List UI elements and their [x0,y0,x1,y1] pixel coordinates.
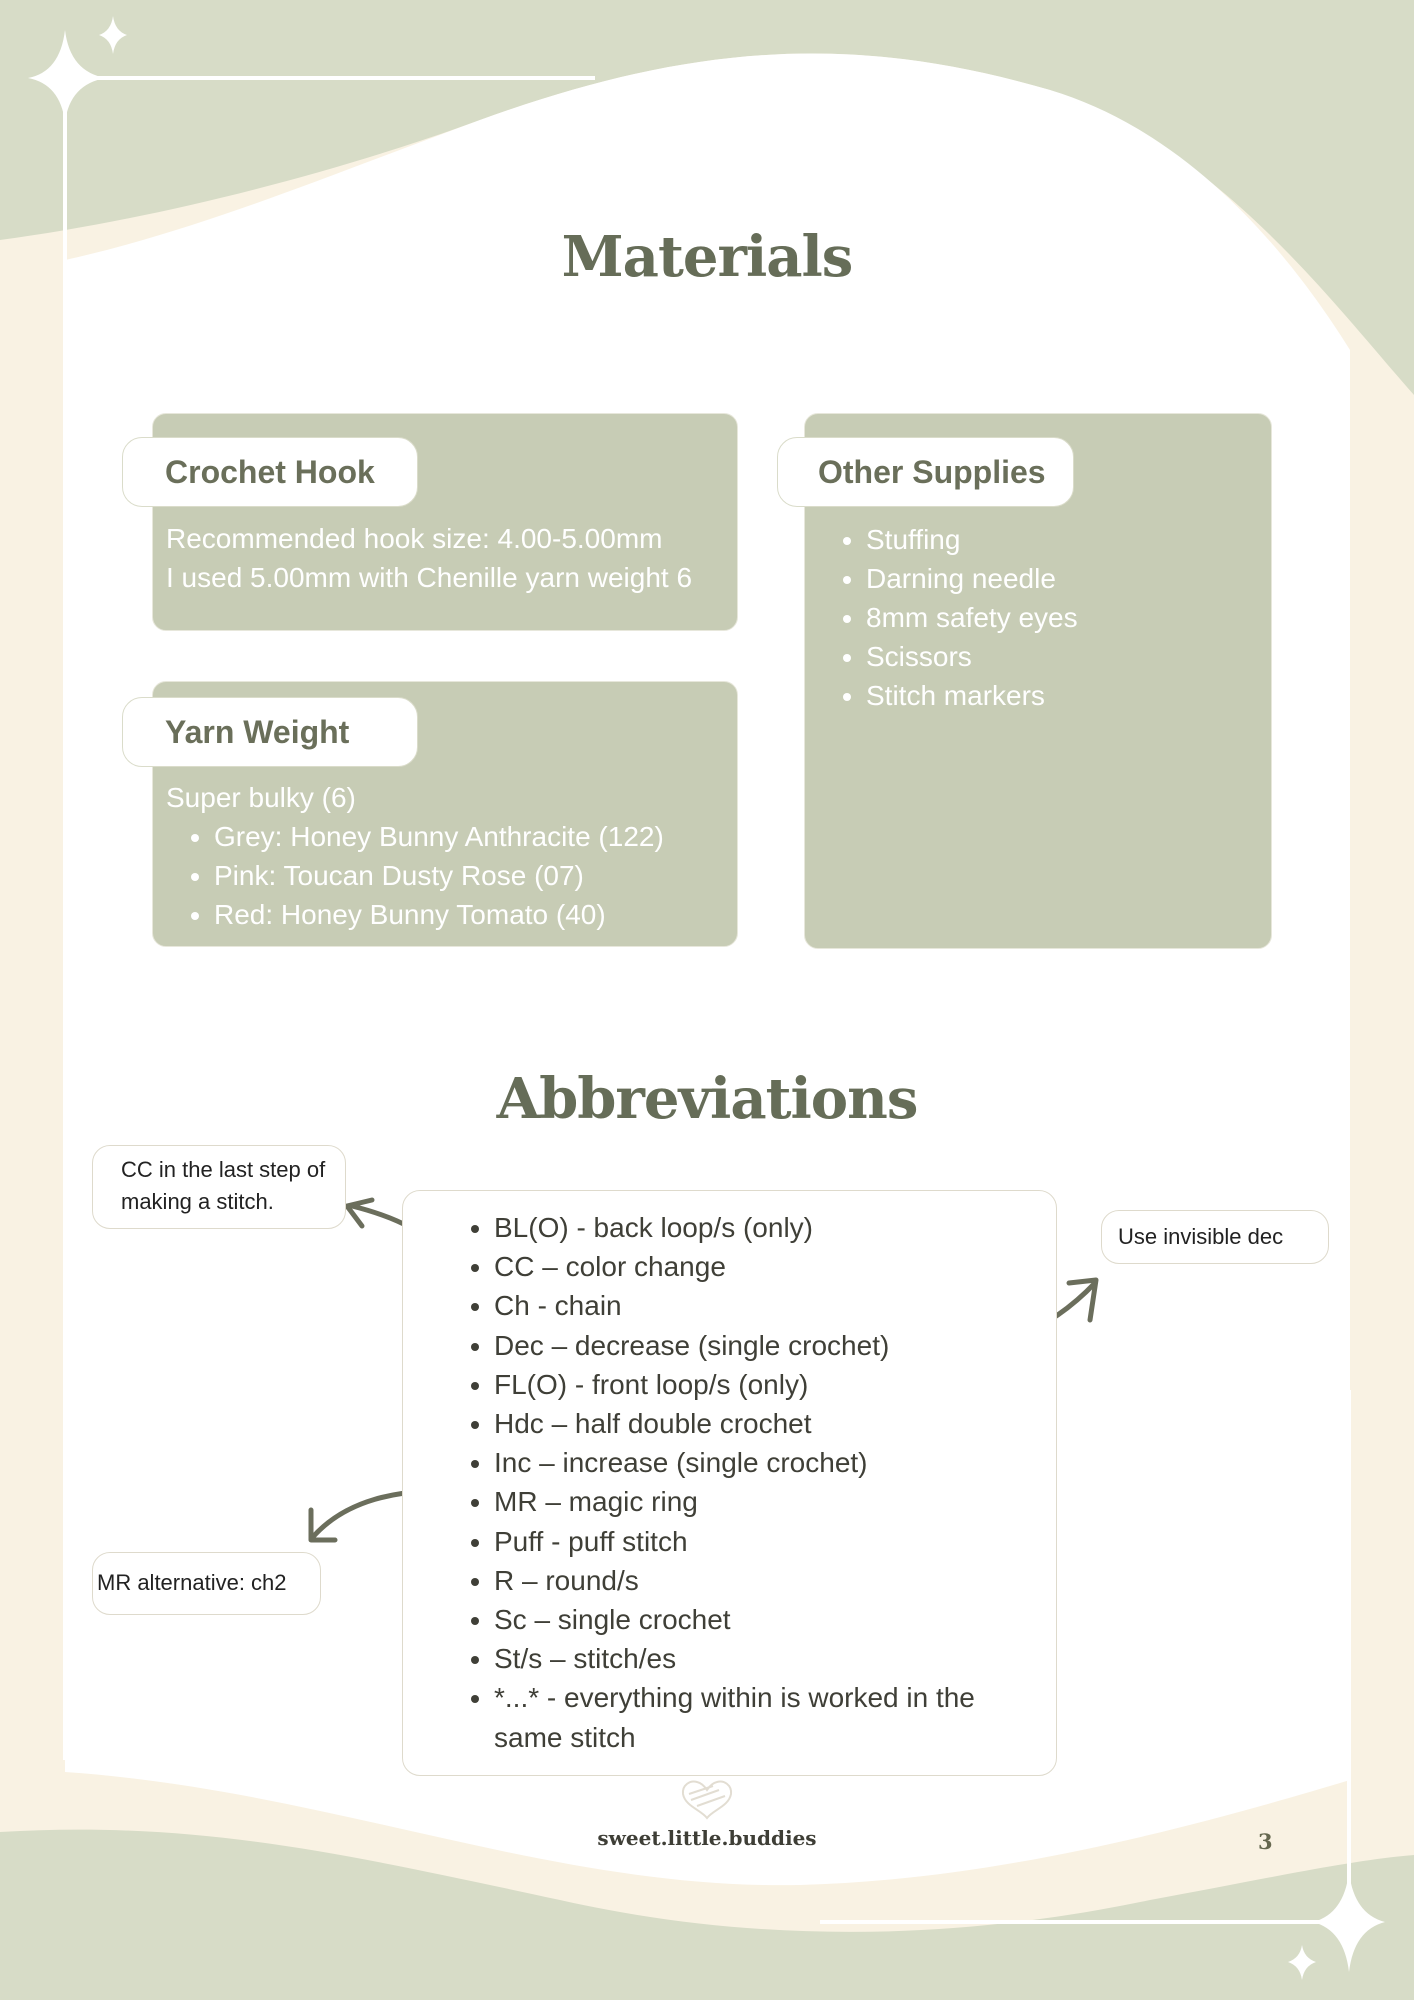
yarn-list [166,817,664,934]
abbreviation-item: • R – round/s [494,1561,1016,1600]
abbreviation-item: • CC – color change [494,1247,1016,1286]
supply-item: • Stuffing [866,520,1078,559]
abbreviation-item: • MR – magic ring [494,1482,1016,1521]
supply-item: • Scissors [866,637,1078,676]
other-supplies-tab: Other Supplies [777,437,1074,507]
materials-title: Materials [561,224,853,290]
abbreviations-title: Abbreviations [496,1066,918,1132]
yarn-item: • Pink: Toucan Dusty Rose (07) [214,856,664,895]
abbreviations-list [403,1191,1056,1757]
crochet-hook-details [166,519,692,597]
note-invisible-dec: Use invisible dec [1101,1210,1329,1264]
note-mr-alternative: MR alternative: ch2 [92,1552,321,1615]
hook-size-line: Recommended hook size: 4.00-5.00mm [166,523,663,554]
abbreviation-item: • Sc – single crochet [494,1600,1016,1639]
abbreviation-item: • Inc – increase (single crochet) [494,1443,1016,1482]
abbreviations-box [402,1190,1057,1776]
hook-used-line: I used 5.00mm with Chenille yarn weight 6 [166,562,693,593]
abbreviation-item: • *...* - everything within is worked in the same stitch [494,1678,1016,1756]
supply-item: • Stitch markers [866,676,1078,715]
yarn-item: • Red: Honey Bunny Tomato (40) [214,895,664,934]
supply-item: • 8mm safety eyes [866,598,1078,637]
supplies-list [818,520,1078,715]
crochet-hook-tab: Crochet Hook [122,437,418,507]
abbreviation-item: • Ch - chain [494,1286,1016,1325]
abbreviation-item: • Dec – decrease (single crochet) [494,1326,1016,1365]
yarn-item: • Grey: Honey Bunny Anthracite (122) [214,817,664,856]
note-color-change: CC in the last step of making a stitch. [92,1145,346,1229]
abbreviation-item: • FL(O) - front loop/s (only) [494,1365,1016,1404]
page-number: 3 [1258,1829,1273,1854]
other-supplies-details [818,520,1078,715]
supply-item: • Darning needle [866,559,1078,598]
yarn-weight-tab: Yarn Weight [122,697,418,767]
abbreviation-item: • St/s – stitch/es [494,1639,1016,1678]
yarn-weight-details [166,778,664,934]
brand-name: sweet.little.buddies [597,1826,817,1850]
abbreviation-item: • BL(O) - back loop/s (only) [494,1208,1016,1247]
yarn-weight-intro: Super bulky (6) [166,782,356,813]
abbreviation-item: • Puff - puff stitch [494,1522,1016,1561]
abbreviation-item: • Hdc – half double crochet [494,1404,1016,1443]
